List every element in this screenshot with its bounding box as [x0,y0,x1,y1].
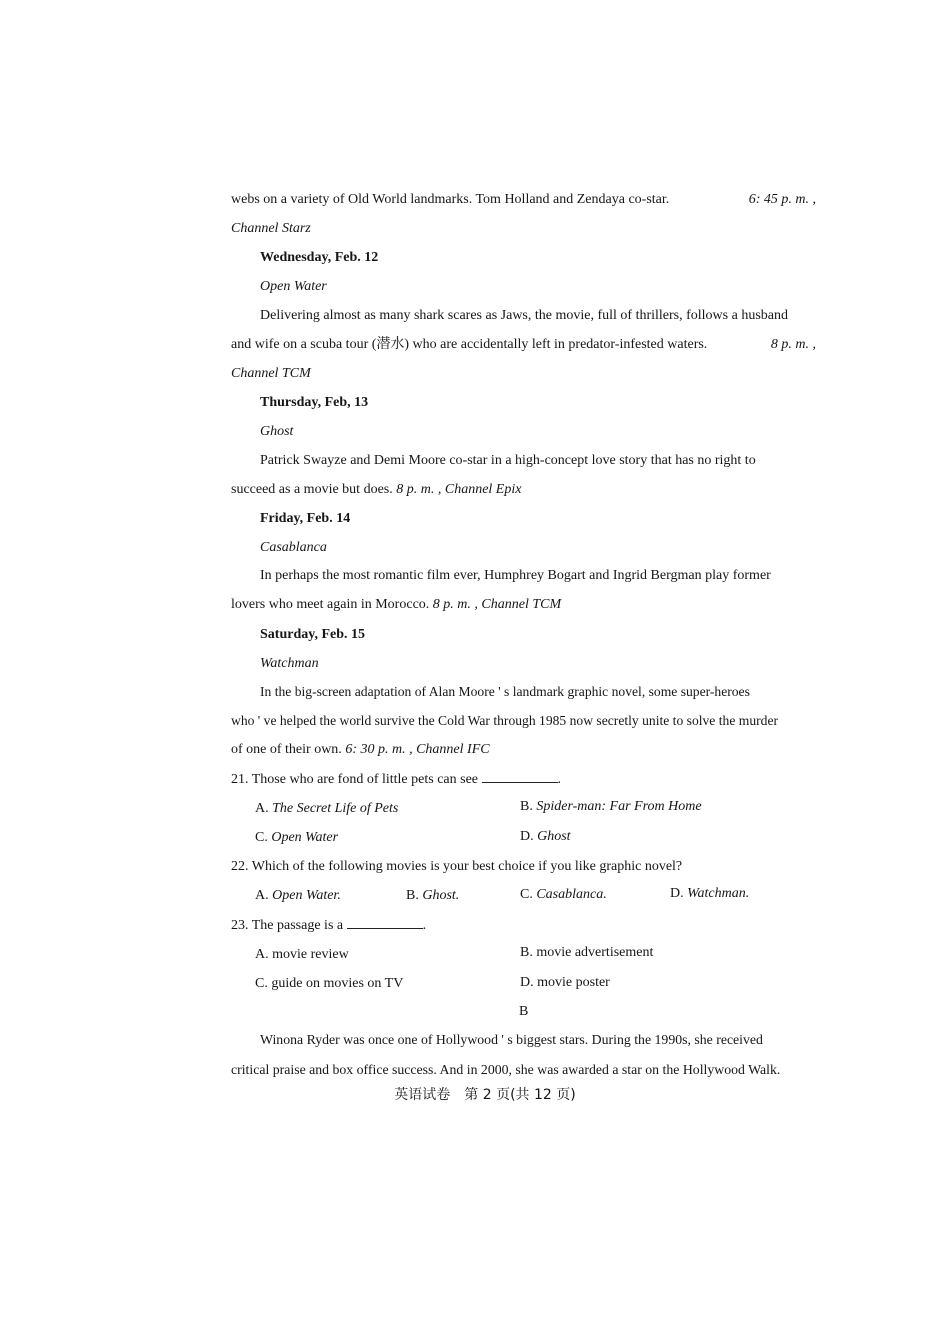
passage-b-line: critical praise and box office success. And in 2000, she was awarded a star on the Hollywood Walk. [231,1062,781,1077]
option-text: Spider-man: Far From Home [536,799,702,814]
question-21-stem [231,770,561,790]
option-letter: A. [255,947,269,962]
passage-b-line: Winona Ryder was once one of Hollywood ' s biggest stars. During the 1990s, she received [260,1032,763,1047]
option-a[interactable] [255,886,341,906]
option-text: guide on movies on TV [271,976,404,991]
question-end: . [557,772,562,787]
option-d[interactable] [670,884,749,904]
description-text: succeed as a movie but does. [231,482,393,497]
option-text: The Secret Life of Pets [272,801,399,816]
day-heading: Friday, Feb. 14 [260,511,351,526]
movie-description: In perhaps the most romantic film ever, Humphrey Bogart and Ingrid Bergman play former [260,568,771,583]
movie-title: Open Water [260,279,327,294]
option-letter: B. [520,799,533,814]
showtime: 8 p. m. , [432,597,478,612]
option-c[interactable] [255,974,403,994]
option-letter: C. [255,830,268,845]
day-heading: Thursday, Feb, 13 [260,395,369,410]
option-letter: C. [520,887,533,902]
intro-text: webs on a variety of Old World landmarks. Tom Holland and Zendaya co-star. [231,192,670,207]
description-text: and wife on a scuba tour (潜水) who are accidentally left in predator-infested waters. [231,337,708,352]
option-letter: B. [520,945,533,960]
option-letter: D. [670,886,684,901]
question-text: 23. The passage is a [231,918,344,933]
option-text: Ghost [537,829,571,844]
description-text: lovers who meet again in Morocco. [231,597,430,612]
intro-time: 6: 45 p. m. , [748,192,816,207]
channel: Channel Epix [444,482,522,497]
channel: Channel IFC [416,742,490,757]
showtime: 6: 30 p. m. , [345,742,413,757]
movie-description: who ' ve helped the world survive the Cold War through 1985 now secretly unite to solve the murder [231,713,779,728]
option-text: movie review [272,947,349,962]
intro-line [231,190,816,210]
option-d[interactable] [520,827,571,847]
option-letter: D. [520,975,534,990]
option-text: Watchman. [687,886,750,901]
section-b-label: B [519,1004,529,1019]
day-heading: Saturday, Feb. 15 [260,627,366,642]
movie-description [231,740,490,760]
channel: Channel TCM [481,597,562,612]
answer-blank [482,770,558,783]
question-22-stem: 22. Which of the following movies is your best choice if you like graphic novel? [231,859,683,874]
question-23-stem [231,916,426,936]
option-letter: C. [255,976,268,991]
option-c[interactable] [520,885,607,905]
movie-title: Watchman [260,656,319,671]
movie-description: In the big-screen adaptation of Alan Moore ' s landmark graphic novel, some super-heroes [260,684,750,699]
channel: Channel TCM [231,366,311,381]
showtime: 8 p. m. , [770,337,816,352]
option-text: Casablanca. [536,887,607,902]
option-text: movie poster [537,975,610,990]
option-a[interactable] [255,799,398,819]
intro-channel: Channel Starz [231,221,311,236]
movie-description: Delivering almost as many shark scares as Jaws, the movie, full of thrillers, follows a husband [260,308,788,323]
movie-description [231,595,561,615]
question-text: 21. Those who are fond of little pets can see [231,772,479,787]
option-text: movie advertisement [536,945,654,960]
movie-title: Casablanca [260,540,327,555]
movie-description: Patrick Swayze and Demi Moore co-star in a high-concept love story that has no right to [260,453,756,468]
option-letter: D. [520,829,534,844]
answer-blank [347,916,423,929]
movie-description [231,480,521,500]
page-footer: 英语试卷 第 2 页(共 12 页) [394,1087,576,1103]
option-text: Open Water. [272,888,341,903]
movie-description [231,335,816,355]
option-b[interactable] [406,886,459,906]
showtime: 8 p. m. , [396,482,442,497]
option-d[interactable] [520,973,610,993]
option-b[interactable] [520,797,702,817]
question-end: . [422,918,427,933]
option-text: Open Water [271,830,339,845]
option-b[interactable] [520,943,653,963]
description-text: of one of their own. [231,742,342,757]
option-a[interactable] [255,945,349,965]
option-letter: A. [255,801,269,816]
option-letter: A. [255,888,269,903]
option-text: Ghost. [422,888,460,903]
movie-title: Ghost [260,424,294,439]
option-c[interactable] [255,828,338,848]
option-letter: B. [406,888,419,903]
day-heading: Wednesday, Feb. 12 [260,250,379,265]
